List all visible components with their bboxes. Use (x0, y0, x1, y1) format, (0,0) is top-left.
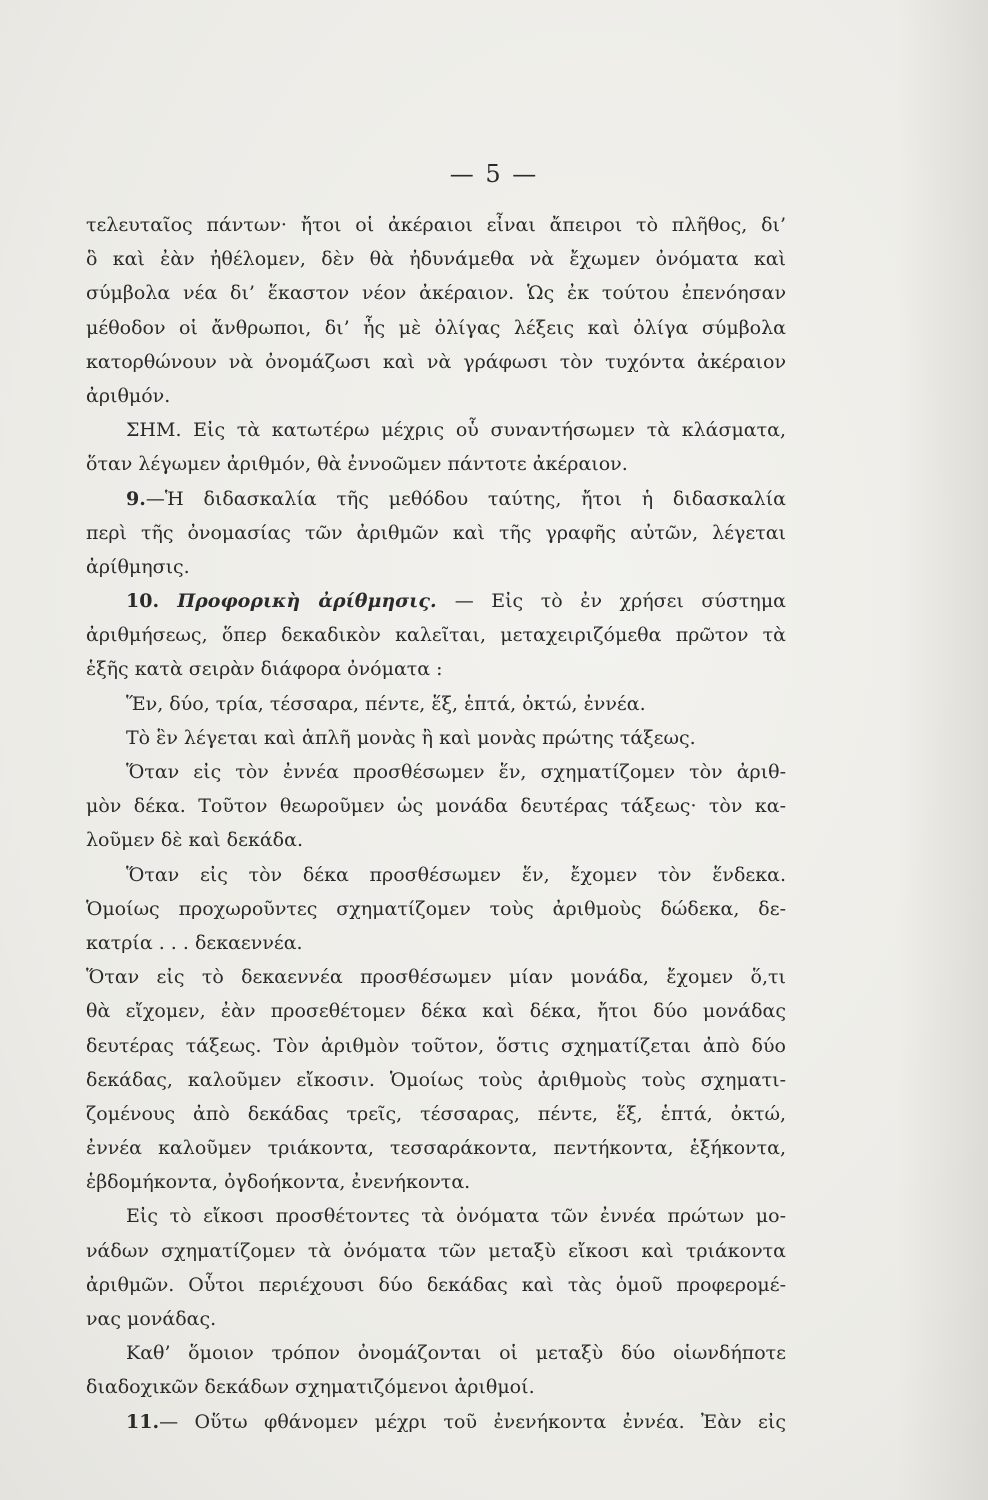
paragraph-number: 10. (126, 590, 160, 613)
line-text: ἑβδομήκοντα, ὀγδοήκοντα, ἐνενήκοντα. (86, 1171, 471, 1194)
text-line (86, 687, 786, 721)
text-line (86, 550, 786, 584)
line-text: — Εἰς τὸ ἐν χρήσει σύστημα (454, 590, 786, 613)
line-text: ὅταν λέγωμεν ἀριθμόν, θὰ ἐννοῶμεν πάντοτε ἀκέραιον. (86, 453, 628, 476)
line-text: ὃ καὶ ἐὰν ἠθέλομεν, δὲν θὰ ἠδυνάμεθα νὰ ἔχωμεν ὀνόματα καὶ (86, 248, 786, 271)
page-number: — 5 — (449, 160, 539, 188)
line-text: ἀριθμήσεως, ὅπερ δεκαδικὸν καλεῖται, μεταχειριζόμεθα πρῶτον τὰ (86, 624, 786, 647)
text-line (86, 789, 786, 823)
text-line (86, 618, 786, 652)
text-line (86, 413, 786, 447)
line-text: ΣΗΜ. Εἰς τὰ κατωτέρω μέχρις οὗ συναντήσωμεν τὰ κλάσματα, (126, 419, 786, 442)
line-text: Καθ’ ὅμοιον τρόπον ὀνομάζονται οἱ μεταξὺ δύο οἱωνδήποτε (126, 1342, 786, 1365)
text-line (86, 1268, 786, 1302)
line-text: σύμβολα νέα δι’ ἕκαστον νέον ἀκέραιον. Ὡς ἐκ τούτου ἐπενόησαν (86, 282, 786, 305)
text-line (86, 447, 786, 481)
line-text: θὰ εἴχομεν, ἐὰν προσεθέτομεν δέκα καὶ δέκα, ἤτοι δύο μονάδας (86, 1000, 786, 1023)
text-line (86, 1131, 786, 1165)
text-line (86, 1097, 786, 1131)
text-line (86, 1336, 786, 1370)
line-text: Εἰς τὸ εἴκοσι προσθέτοντες τὰ ὀνόματα τῶν ἐννέα πρώτων μο- (126, 1205, 786, 1228)
line-text: διαδοχικῶν δεκάδων σχηματιζόμενοι ἀριθμοί. (86, 1376, 535, 1399)
line-text: ἑξῆς κατὰ σειρὰν διάφορα ὀνόματα : (86, 658, 443, 681)
line-text: ἐννέα καλοῦμεν τριάκοντα, τεσσαράκοντα, πεντήκοντα, ἑξήκοντα, (86, 1137, 786, 1160)
body-text (86, 208, 786, 1439)
line-text: Ὅταν εἰς τὸν ἐννέα προσθέσωμεν ἕν, σχηματίζομεν τὸν ἀριθ- (126, 761, 786, 783)
line-text: ἀριθμῶν. Οὗτοι περιέχουσι δύο δεκάδας καὶ τὰς ὁμοῦ προφερομέ- (86, 1273, 786, 1296)
text-line (86, 482, 786, 516)
paragraph-number: 9. (126, 487, 146, 510)
line-text: μὸν δέκα. Τοῦτον θεωροῦμεν ὡς μονάδα δευτέρας τάξεως· τὸν κα- (86, 795, 786, 818)
paragraph-number: 11. (126, 1410, 160, 1433)
text-line (86, 1165, 786, 1199)
text-line (86, 858, 786, 892)
text-line (86, 1199, 786, 1233)
text-line (86, 1029, 786, 1063)
line-text: τελευταῖος πάντων· ἤτοι οἱ ἀκέραιοι εἶναι ἄπειροι τὸ πλῆθος, δι’ (86, 214, 786, 236)
line-text: ἀριθμόν. (86, 384, 171, 407)
line-text: κατορθώνουν νὰ ὀνομάζωσι καὶ νὰ γράφωσι τὸν τυχόντα ἀκέραιον (86, 350, 786, 373)
line-text: Ὁμοίως προχωροῦντες σχηματίζομεν τοὺς ἀριθμοὺς δώδεκα, δε- (86, 897, 786, 920)
text-line (86, 823, 786, 857)
line-text: Τὸ ἓν λέγεται καὶ ἁπλῆ μονὰς ἢ καὶ μονὰς πρώτης τάξεως. (126, 726, 696, 749)
text-line (86, 379, 786, 413)
line-text: δευτέρας τάξεως. Τὸν ἀριθμὸν τοῦτον, ὅστις σχηματίζεται ἀπὸ δύο (86, 1034, 786, 1057)
line-text: νάδων σχηματίζομεν τὰ ὀνόματα τῶν μεταξὺ εἴκοσι καὶ τριάκοντα (86, 1239, 786, 1262)
text-line (86, 276, 786, 310)
line-text: ζομένους ἀπὸ δεκάδας τρεῖς, τέσσαρας, πέντε, ἕξ, ἑπτά, ὀκτώ, (86, 1102, 786, 1125)
line-text: ἀρίθμησις. (86, 555, 190, 578)
text-line (86, 994, 786, 1028)
line-text: —Ἡ διδασκαλία τῆς μεθόδου ταύτης, ἤτοι ἡ διδασκαλία (145, 487, 786, 510)
text-line (86, 516, 786, 550)
line-text: Ὅταν εἰς τὸ δεκαεννέα προσθέσωμεν μίαν μονάδα, ἔχομεν ὅ,τι (86, 966, 786, 989)
text-line (86, 1405, 786, 1439)
text-line (86, 926, 786, 960)
section-heading: Προφορικὴ ἀρίθμησις. (159, 590, 455, 613)
text-line (86, 242, 786, 276)
text-line (86, 721, 786, 755)
text-line (86, 755, 786, 789)
text-line (86, 345, 786, 379)
line-text: Ἕν, δύο, τρία, τέσσαρα, πέντε, ἕξ, ἑπτά, ὀκτώ, ἐννέα. (126, 692, 646, 715)
line-text: — Οὕτω φθάνομεν μέχρι τοῦ ἐνενήκοντα ἐννέα. Ἐὰν εἰς (159, 1410, 786, 1433)
text-line (86, 892, 786, 926)
text-line (86, 652, 786, 686)
line-text: Ὅταν εἰς τὸν δέκα προσθέσωμεν ἕν, ἔχομεν τὸν ἕνδεκα. (126, 863, 786, 886)
line-text: δεκάδας, καλοῦμεν εἴκοσιν. Ὁμοίως τοὺς ἀριθμοὺς τοὺς σχηματι- (86, 1068, 786, 1091)
line-text: μέθοδον οἱ ἄνθρωποι, δι’ ἧς μὲ ὀλίγας λέξεις καὶ ὀλίγα σύμβολα (86, 316, 786, 339)
line-text: νας μονάδας. (86, 1308, 217, 1330)
text-line (86, 1302, 786, 1336)
line-text: κατρία . . . δεκαεννέα. (86, 931, 303, 954)
text-line (86, 584, 786, 618)
text-line (86, 960, 786, 994)
text-line (86, 208, 786, 242)
line-text: λοῦμεν δὲ καὶ δεκάδα. (86, 829, 303, 852)
text-line (86, 1370, 786, 1404)
text-line (86, 311, 786, 345)
page-edge-shadow (898, 0, 988, 1500)
text-line (86, 1234, 786, 1268)
text-line (86, 1063, 786, 1097)
line-text: περὶ τῆς ὀνομασίας τῶν ἀριθμῶν καὶ τῆς γραφῆς αὐτῶν, λέγεται (86, 521, 786, 544)
